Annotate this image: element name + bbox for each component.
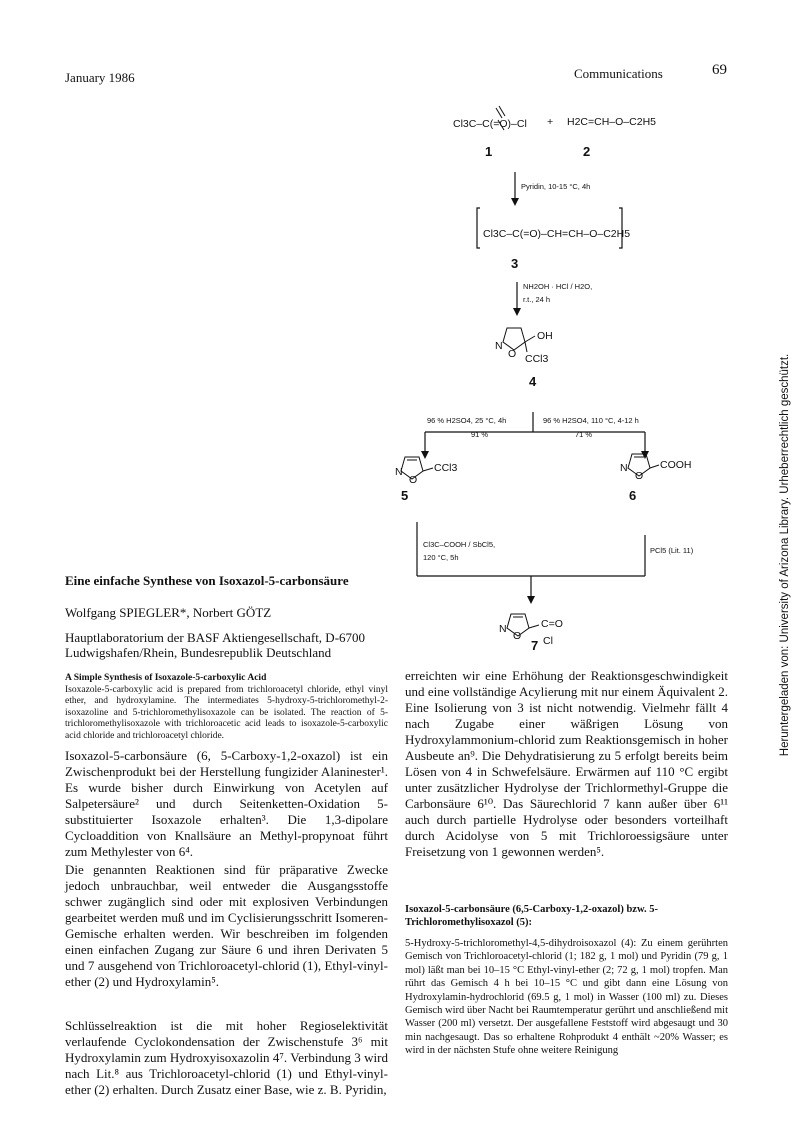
article-title: Eine einfache Synthese von Isoxazol-5-carbonsäure <box>65 573 349 588</box>
compound-4-label: 4 <box>529 374 537 389</box>
intermediate-3-structure: Cl3C–C(=O)–CH=CH–O–C2H5 <box>483 228 631 240</box>
scheme-arrows <box>395 90 735 660</box>
condition-step2-line1: NH2OH · HCl / H2O, <box>523 282 593 291</box>
page-number: 69 <box>712 62 727 78</box>
yield-left: 91 % <box>471 430 489 439</box>
paragraph-methods: Die genannten Reaktionen sind für präparative Zwecke jedoch unbrauchbar, weil entweder die Ausgangsstoffe schwer zugänglich sind oder mit explosiven Verbindungen gearbeitet werden muß und im Cyclisierungsschritt Isomeren-Gemische erhalten werden. Wir beschreiben im folgenden einen einfachen Zugang zur Säure 6 und ihren Derivaten 5 und 7 ausgehend von Trichloroacetyl-chlorid (1), Ethyl-vinyl-ether (2) und Hydroxylamin⁵. <box>65 862 388 989</box>
condition-6-to-7: PCl5 (Lit. 11) <box>650 546 694 555</box>
abstract-text: Isoxazole-5-carboxylic acid is prepared from trichloroacetyl chloride, ethyl vinyl ether, and hydroxylamine. The intermediates 5-hydroxy-5-trichloromethyl-2-isoxazoline and 5-trichloromethylisoxazole can be isolated. The reaction of 5-trichloromethylisoxazole with trichloroacetic acid leads to isoxazole-5-carboxylic acid chloride and trichloroacetyl chloride. <box>65 685 388 741</box>
download-watermark: Heruntergeladen von: University of Arizona Library. Urheberrechtlich geschützt. <box>779 353 791 757</box>
paragraph-intro: Isoxazol-5-carbonsäure (6, 5-Carboxy-1,2-oxazol) ist ein Zwischenprodukt bei der Herstellung fungizider Alaninester¹. Es wurde bisher durch Einwirkung von Acetylen auf Salpetersäure² und durch Seitenketten-Oxidation 5-substituierter Isoxazole erhalten³. Die 1,3-dipolare Cycloaddition von Knallsäure an Methyl-propynoat führt zum Methylester von 6⁴. <box>65 748 388 859</box>
compound-4-ccl3: CCl3 <box>525 353 549 365</box>
ring-n-7: N <box>499 623 507 635</box>
ring-o-4: O <box>508 348 517 360</box>
running-header-date: January 1986 <box>65 70 135 85</box>
compound-6-label: 6 <box>629 488 637 503</box>
paragraph-key-reaction: Schlüsselreaktion ist die mit hoher Regioselektivität verlaufende Cyclokondensation der Zwischenstufe 3⁶ mit Hydroxylamin zum Hydroxyisoxazolin 4⁷. Verbindung 3 wird nach Lit.⁸ aus Trichloroacetyl-chlorid (1) und Ethyl-vinyl-ether (2) erhalten. Durch Zusatz einer Base, wie z. B. Pyridin, <box>65 1018 388 1097</box>
ring-n-5: N <box>395 466 403 478</box>
paragraph-continuation: erreichten wir eine Erhöhung der Reaktionsgeschwindigkeit und eine vollständige Acylierung mit nur einem Äquivalent 2. Eine Isolierung von 3 ist nicht notwendig. Vielmehr fällt 4 nach Zugabe einer wäßrigen Lösung von Hydroxylammonium-chlorid zum Reaktionsgemisch in hoher Ausbeute an⁹. Die Dehydratisierung zu 5 erfolgt bereits beim Lösen von 4 in Schwefelsäure. Erwärmen auf 110 °C ergibt unter zusätzlicher Hydrolyse der Trichlormethyl-Gruppe die Carbonsäure 6¹⁰. Das Säurechlorid 7 kann außer über 6¹¹ auch durch partielle Hydrolyse oder besonders vorteilhaft durch Acidolyse von 5 mit Trichloroessigsäure unter Freisetzung von 1 gewonnen werden⁵. <box>405 668 728 859</box>
ring-o-7: O <box>513 630 522 642</box>
reagent-1-structure: Cl3C–C(=O)–Cl <box>453 118 527 130</box>
compound-3-label: 3 <box>511 256 519 271</box>
article-authors: Wolfgang SPIEGLER*, Norbert GÖTZ <box>65 605 272 620</box>
ring-o-5: O <box>409 474 418 486</box>
compound-7-carbonyl: C=O <box>541 618 563 630</box>
compound-4-oh: OH <box>537 330 553 342</box>
condition-right: 96 % H2SO4, 110 °C, 4-12 h <box>543 416 639 425</box>
ring-n-6: N <box>620 462 628 474</box>
yield-right: 71 % <box>575 430 593 439</box>
condition-left: 96 % H2SO4, 25 °C, 4h <box>427 416 507 425</box>
condition-step2-line2: r.t., 24 h <box>523 295 551 304</box>
reagent-2-structure: H2C=CH–O–C2H5 <box>567 116 656 128</box>
condition-5-to-7-line2: 120 °C, 5h <box>423 553 459 562</box>
compound-1-label: 1 <box>485 144 493 159</box>
compound-2-label: 2 <box>583 144 591 159</box>
compound-6-cooh: COOH <box>660 459 692 471</box>
condition-5-to-7-line1: Cl3C–COOH / SbCl5, <box>423 540 496 549</box>
compound-5-ccl3: CCl3 <box>434 462 458 474</box>
affiliation-line2: Ludwigshafen/Rhein, Bundesrepublik Deutschland <box>65 645 332 660</box>
running-header-section: Communications <box>574 66 663 81</box>
compound-7-cl: Cl <box>543 635 553 647</box>
affiliation-line1: Hauptlaboratorium der BASF Aktiengesellschaft, D-6700 <box>65 630 366 645</box>
condition-step1: Pyridin, 10-15 °C, 4h <box>521 182 591 191</box>
ring-n-4: N <box>495 340 503 352</box>
reaction-scheme <box>395 90 735 660</box>
compound-5-label: 5 <box>401 488 409 503</box>
ring-o-6: O <box>635 470 644 482</box>
compound-7-label: 7 <box>531 638 539 653</box>
experimental-title: Isoxazol-5-carbonsäure (6,5-Carboxy-1,2-oxazol) bzw. 5-Trichloromethylisoxazol (5): <box>405 904 658 928</box>
experimental-text: 5-Hydroxy-5-trichloromethyl-4,5-dihydroisoxazol (4): Zu einem gerührten Gemisch von Trichloroacetyl-chlorid (1; 182 g, 1 mol) und Pyridin (79 g, 1 mol) läßt man bei 10–15 °C Ethyl-vinyl-ether (2; 72 g, 1 mol) tropfen. Man rührt das Gemisch 4 h bei 10–15 °C und gibt dann eine Lösung von Hydroxylamin-hydrochlorid (69.5 g, 1 mol) in Wasser (100 ml) zu. Dieses Gemisch wird über Nacht bei Raumtemperatur gerührt und anschließend mit Wasser (200 ml) versetzt. Der ausgefallene Feststoff wird abgesaugt und 30 min nachgesaugt. Das so erhaltene Rohprodukt 4 enthält ~20% Wasser; es wird in der nächsten Stufe ohne weitere Reinigung <box>405 938 728 1057</box>
abstract-title: A Simple Synthesis of Isoxazole-5-carboxylic Acid <box>65 673 267 683</box>
plus-sign: + <box>547 116 554 128</box>
